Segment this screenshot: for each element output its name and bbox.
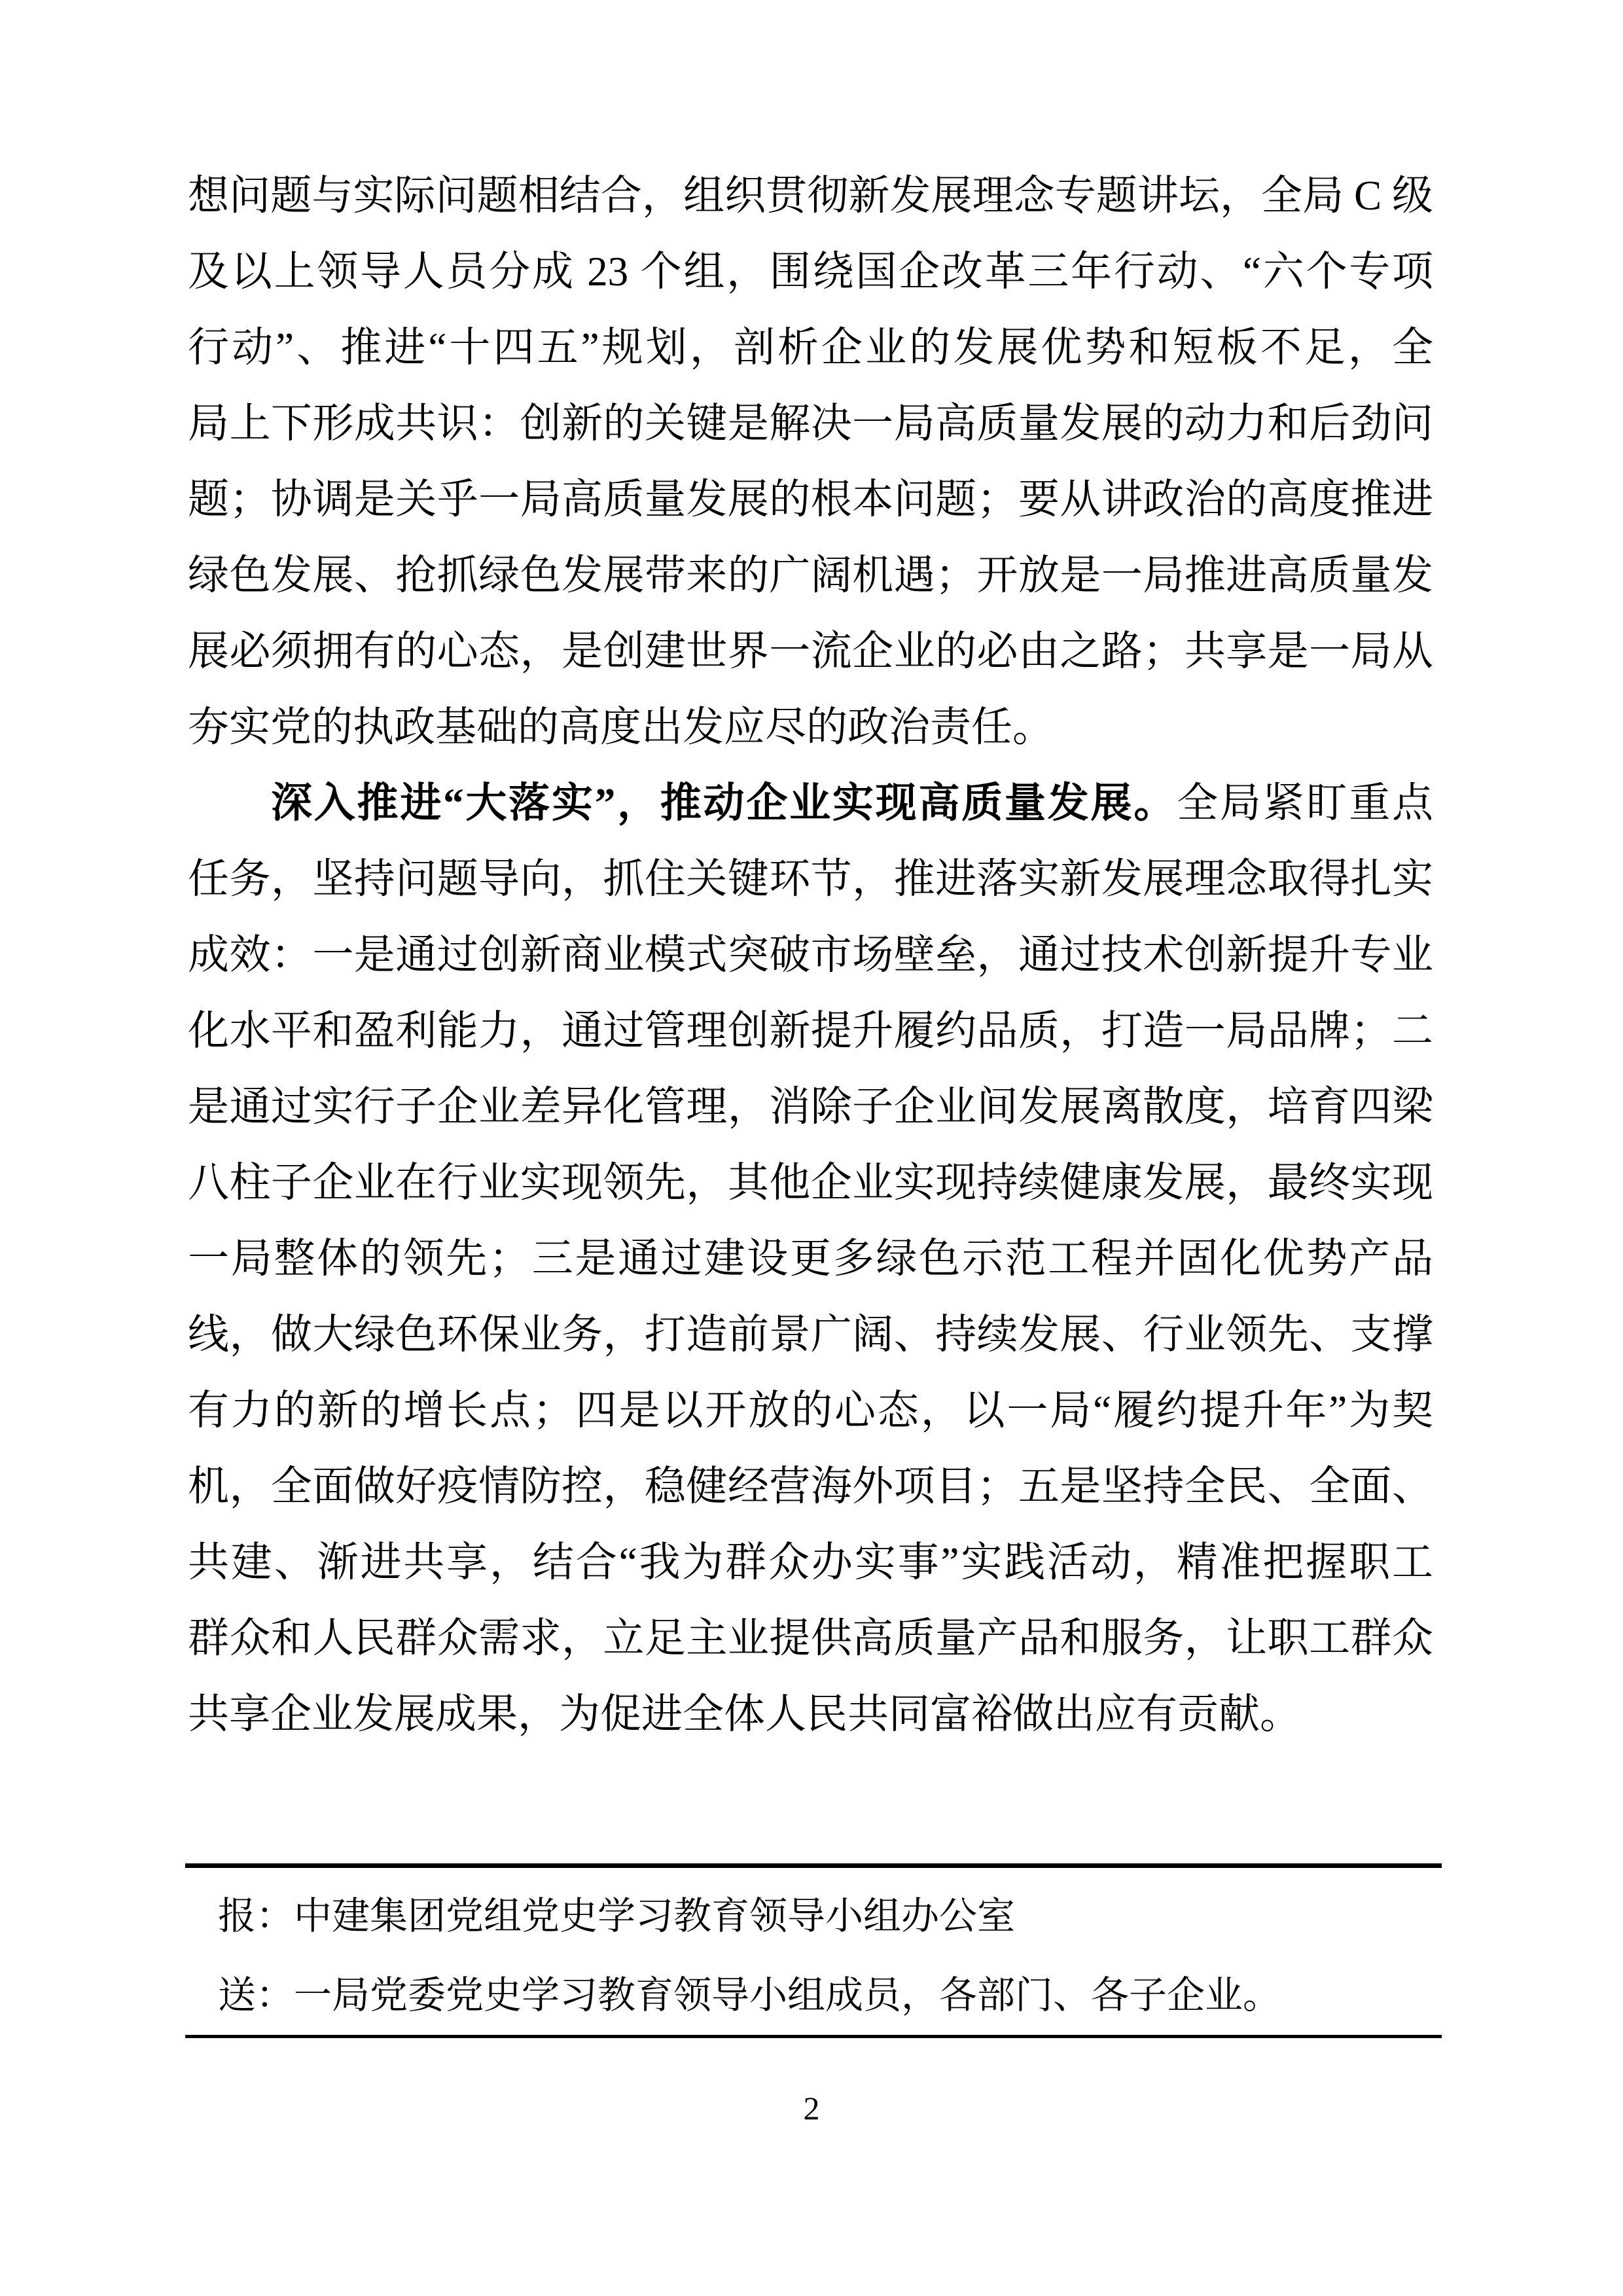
body-line: 局上下形成共识：创新的关键是解决一局高质量发展的动力和后劲问 <box>188 401 1433 446</box>
body-text-block <box>188 158 1433 1752</box>
body-line: 共享企业发展成果，为促进全体人民共同富裕做出应有贡献。 <box>188 1691 1301 1737</box>
footer-bottom-rule <box>185 2035 1442 2038</box>
body-line: 及以上领导人员分成 23 个组，围绕国企改革三年行动、“六个专项 <box>188 249 1433 295</box>
body-line: 化水平和盈利能力，通过管理创新提升履约品质，打造一局品牌；二 <box>188 1008 1433 1054</box>
body-line: 一局整体的领先；三是通过建设更多绿色示范工程并固化优势产品 <box>188 1236 1433 1282</box>
body-line: 行动”、推进“十四五”规划，剖析企业的发展优势和短板不足，全 <box>188 325 1433 370</box>
body-line: 绿色发展、抢抓绿色发展带来的广阔机遇；开放是一局推进高质量发 <box>188 552 1433 598</box>
body-line: 机，全面做好疫情防控，稳健经营海外项目；五是坚持全民、全面、 <box>188 1463 1433 1509</box>
body-line: 题；协调是关乎一局高质量发展的根本问题；要从讲政治的高度推进 <box>188 476 1433 522</box>
body-line: 想问题与实际问题相结合，组织贯彻新发展理念专题讲坛，全局 C 级 <box>188 173 1433 219</box>
page-number: 2 <box>803 2090 820 2126</box>
paragraph-lead-bold: 深入推进“大落实”，推动企业实现高质量发展。 <box>271 780 1177 826</box>
body-line: 展必须拥有的心态，是创建世界一流企业的必由之路；共享是一局从 <box>188 628 1433 674</box>
body-line: 八柱子企业在行业实现领先，其他企业实现持续健康发展，最终实现 <box>188 1160 1433 1206</box>
paragraph-lead-rest: 全局紧盯重点 <box>1177 780 1434 826</box>
body-line: 共建、渐进共享，结合“我为群众办实事”实践活动，精准把握职工 <box>188 1539 1433 1585</box>
footer-send-line: 送：一局党委党史学习教育领导小组成员，各部门、各子企业。 <box>218 1974 1281 2017</box>
body-line: 是通过实行子企业差异化管理，消除子企业间发展离散度，培育四梁 <box>188 1084 1433 1130</box>
body-line: 有力的新的增长点；四是以开放的心态，以一局“履约提升年”为契 <box>188 1388 1433 1433</box>
body-line: 夯实党的执政基础的高度出发应尽的政治责任。 <box>188 704 1054 750</box>
body-line: 线，做大绿色环保业务，打造前景广阔、持续发展、行业领先、支撑 <box>188 1312 1433 1357</box>
body-line: 任务，坚持问题导向，抓住关键环节，推进落实新发展理念取得扎实 <box>188 856 1433 902</box>
footer-report-line: 报：中建集团党组党史学习教育领导小组办公室 <box>218 1895 1016 1937</box>
body-line: 成效：一是通过创新商业模式突破市场壁垒，通过技术创新提升专业 <box>188 932 1433 978</box>
body-line-paragraph-lead <box>188 765 1433 841</box>
footer-top-rule <box>185 1863 1442 1868</box>
body-line: 群众和人民群众需求，立足主业提供高质量产品和服务，让职工群众 <box>188 1615 1433 1661</box>
